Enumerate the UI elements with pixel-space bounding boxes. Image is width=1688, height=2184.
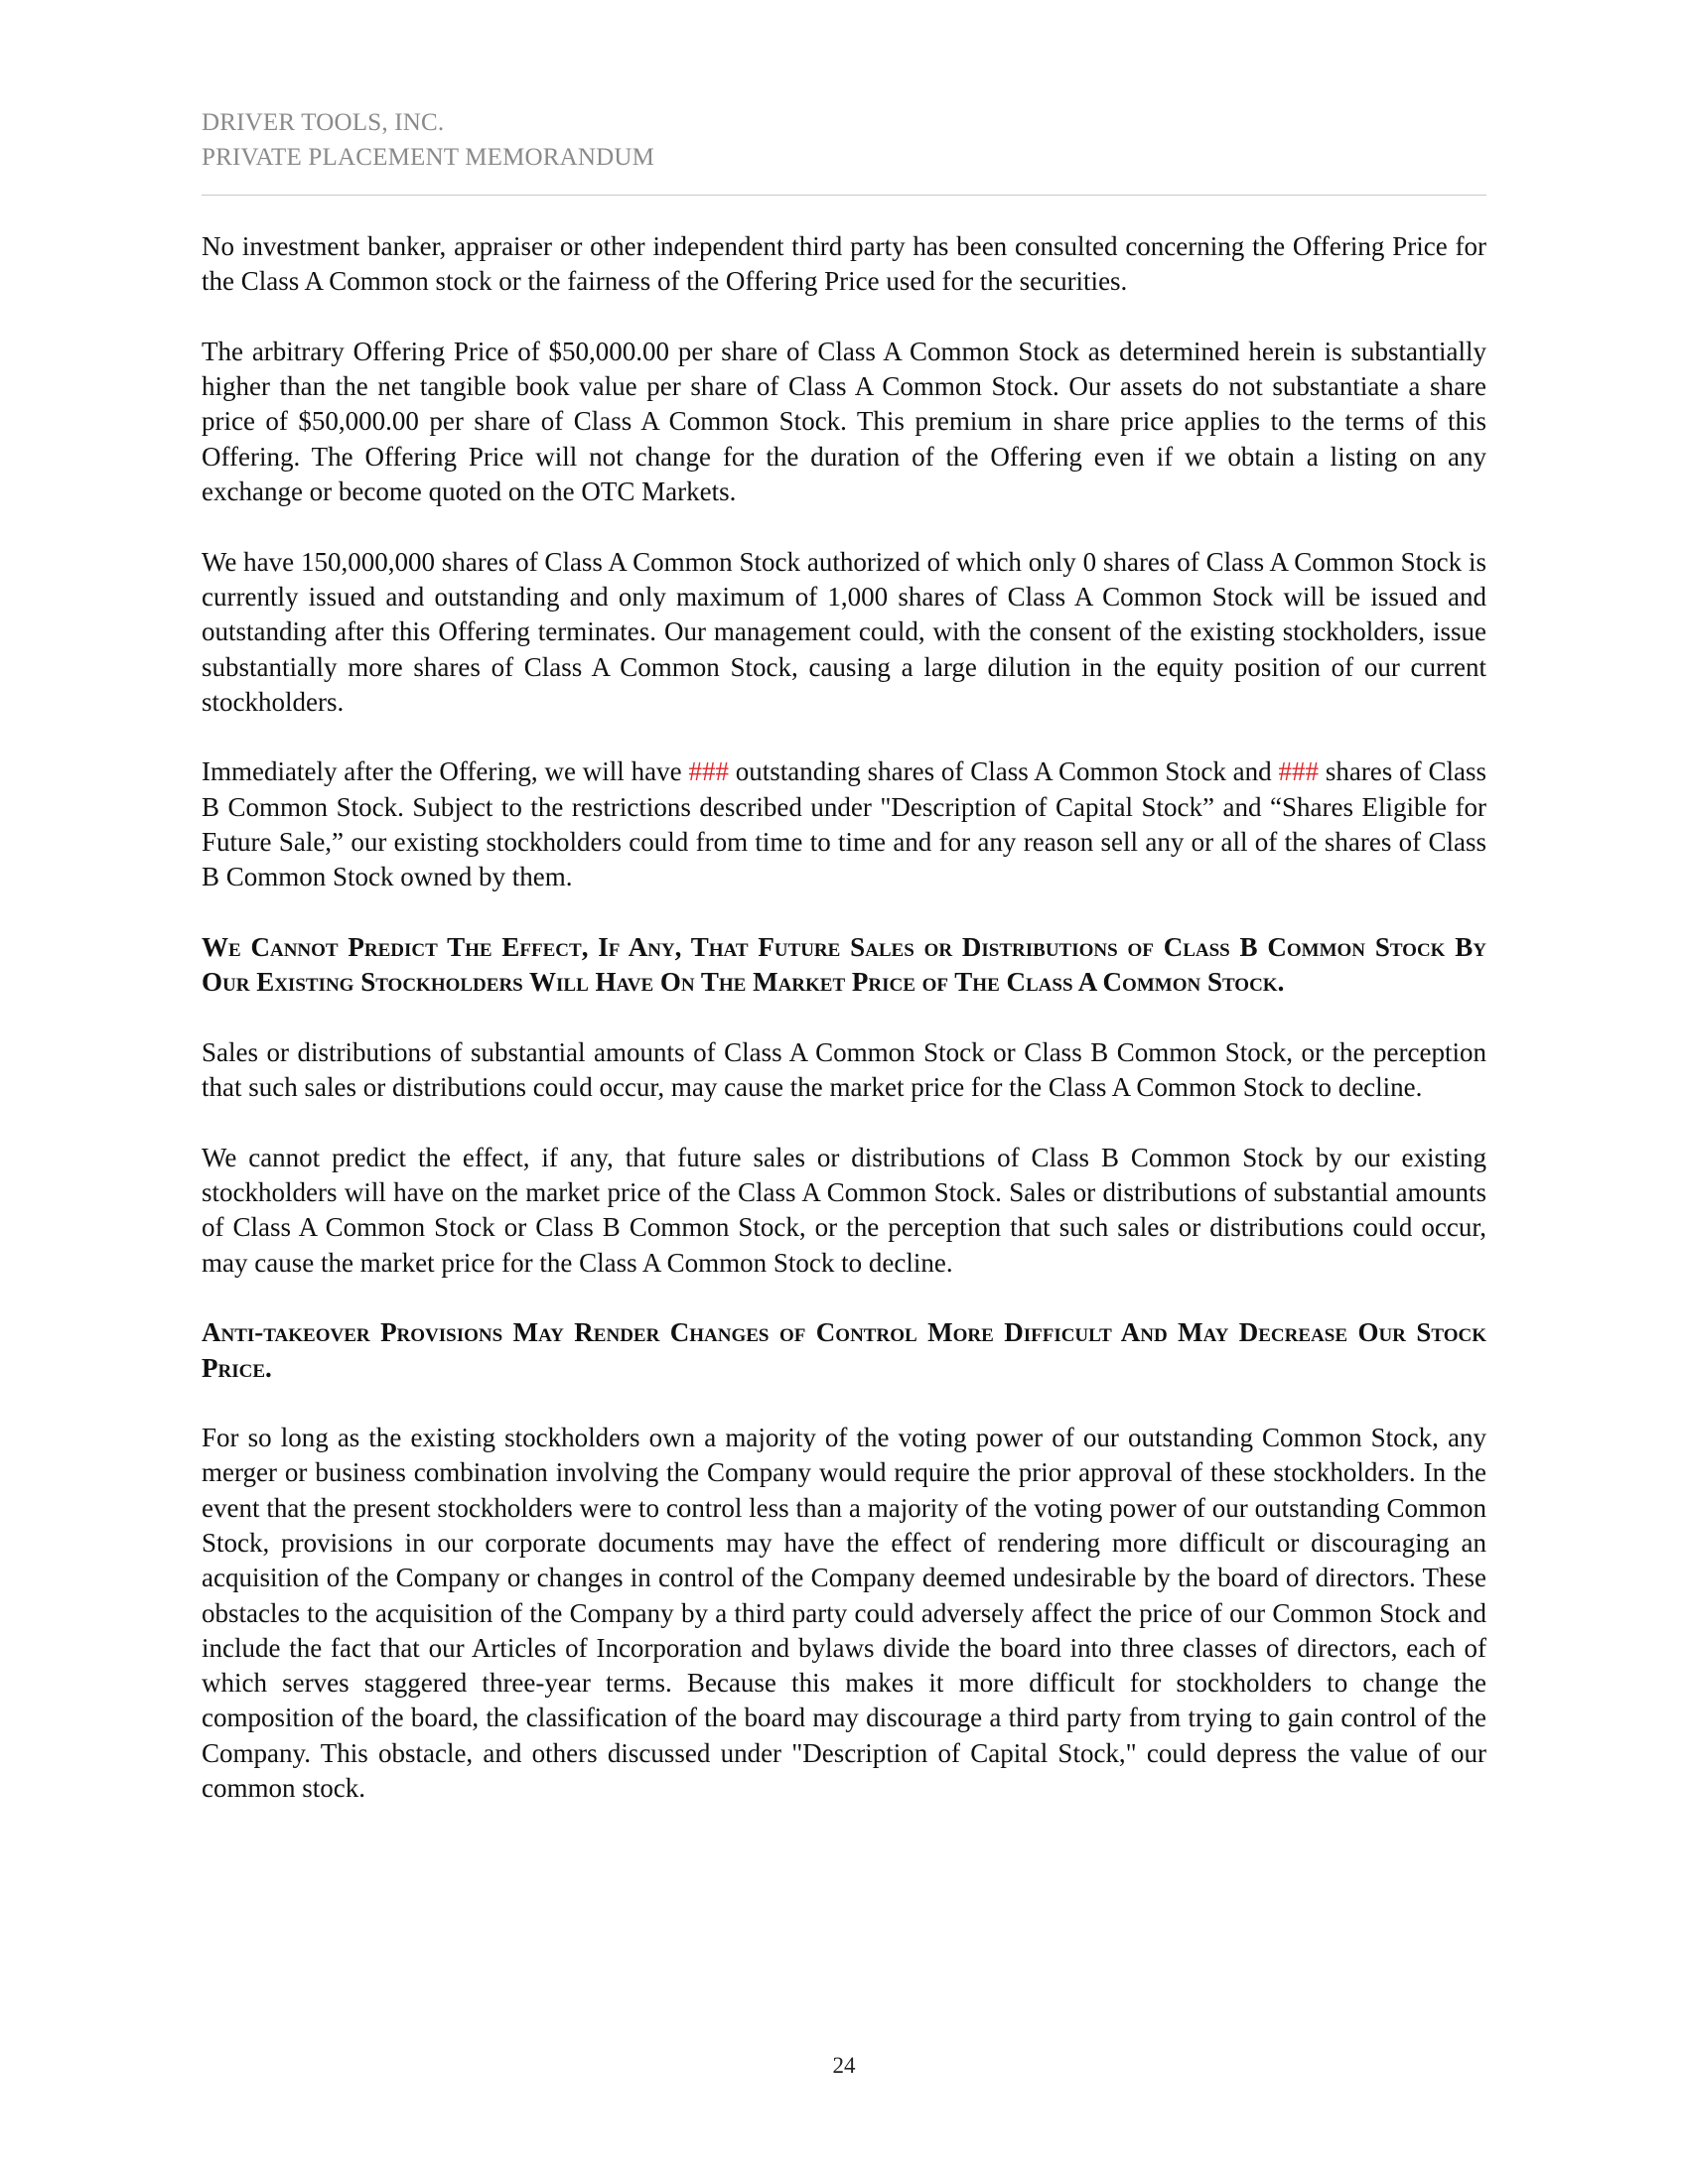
page-number: 24 — [832, 2053, 856, 2078]
paragraph-predict-effect: We cannot predict the effect, if any, that future sales or distributions of Class B Common Stock by our existing stockholders will have on the market price of the Class A Common Stock. Sales or distributions of substantial amounts of Class A Common Stock or Class B Common Stock, or the perception that such sales or distributions could occur, may cause the market price for the Class A Common Stock to decline. — [202, 1142, 1486, 1278]
document-body — [202, 229, 1486, 1842]
placeholder-class-a-shares: ### — [688, 756, 729, 787]
paragraph-offering-price-consultation: No investment banker, appraiser or other independent third party has been consulted concerning the Offering Price for the Class A Common stock or the fairness of the Offering Price used for the securities. — [202, 231, 1486, 297]
paragraph-authorized-shares: We have 150,000,000 shares of Class A Common Stock authorized of which only 0 shares of Class A Common Stock is currently issued and outstanding and only maximum of 1,000 shares of Class A Common Stock will be issued and outstanding after this Offering terminates. Our management could, with the consent of the existing stockholders, issue substantially more shares of Class A Common Stock, causing a large dilution in the equity position of our current stockholders. — [202, 546, 1486, 717]
header-document-title: PRIVATE PLACEMENT MEMORANDUM — [202, 144, 655, 171]
section-heading-anti-takeover: Anti-takeover Provisions May Render Changes of Control More Difficult And May Decrease Our Stock Price. — [202, 1317, 1486, 1383]
paragraph-text: shares of Class B Common Stock. Subject to the restrictions described under "Description of Capital Stock” and “Shares Eligible for Future Sale,” our existing stockholders could from time to time and for any reason sell any or all of the shares of Class B Common Stock owned by them. — [202, 756, 1486, 892]
paragraph-sales-distributions: Sales or distributions of substantial amounts of Class A Common Stock or Class B Common Stock, or the perception that such sales or distributions could occur, may cause the market price for the Class A Common Stock to decline. — [202, 1036, 1486, 1103]
paragraph-text: outstanding shares of Class A Common Stock and — [728, 756, 1279, 787]
paragraph-text: Immediately after the Offering, we will have — [202, 756, 689, 787]
paragraph-anti-takeover-provisions: For so long as the existing stockholders own a majority of the voting power of our outstanding Common Stock, any merger or business combination involving the Company would require the prior approval of these stockholders. In the event that the present stockholders were to control less than a majority of the voting power of our outstanding Common Stock, provisions in our corporate documents may have the effect of rendering more difficult or discouraging an acquisition of the Company or changes in control of the Company deemed undesirable by the board of directors. These obstacles to the acquisition of the Company by a third party could adversely affect the price of our Common Stock and include the fact that our Articles of Incorporation and bylaws divide the board into three classes of directors, each of which serves staggered three-year terms. Because this makes it more difficult for stockholders to change the composition of the board, the classification of the board may discourage a third party from trying to gain control of the Company. This obstacle, and others discussed under "Description of Capital Stock," could depress the value of our common stock. — [202, 1423, 1486, 1804]
section-heading-future-sales: We Cannot Predict The Effect, If Any, That Future Sales or Distributions of Class B Common Stock By Our Existing Stockholders Will Have On The Market Price of The Class A Common Stock. — [202, 931, 1486, 998]
running-header — [202, 105, 654, 175]
header-company-name: DRIVER TOOLS, INC. — [202, 109, 445, 136]
paragraph-arbitrary-offering-price: The arbitrary Offering Price of $50,000.00 per share of Class A Common Stock as determined herein is substantially higher than the net tangible book value per share of Class A Common Stock. Our assets do not substantiate a share price of $50,000.00 per share of Class A Common Stock. This premium in share price applies to the terms of this Offering. The Offering Price will not change for the duration of the Offering even if we obtain a listing on any exchange or become quoted on the OTC Markets. — [202, 336, 1486, 507]
placeholder-class-b-shares: ### — [1278, 756, 1319, 787]
header-divider — [202, 195, 1486, 196]
paragraph-outstanding-shares — [202, 754, 1486, 894]
